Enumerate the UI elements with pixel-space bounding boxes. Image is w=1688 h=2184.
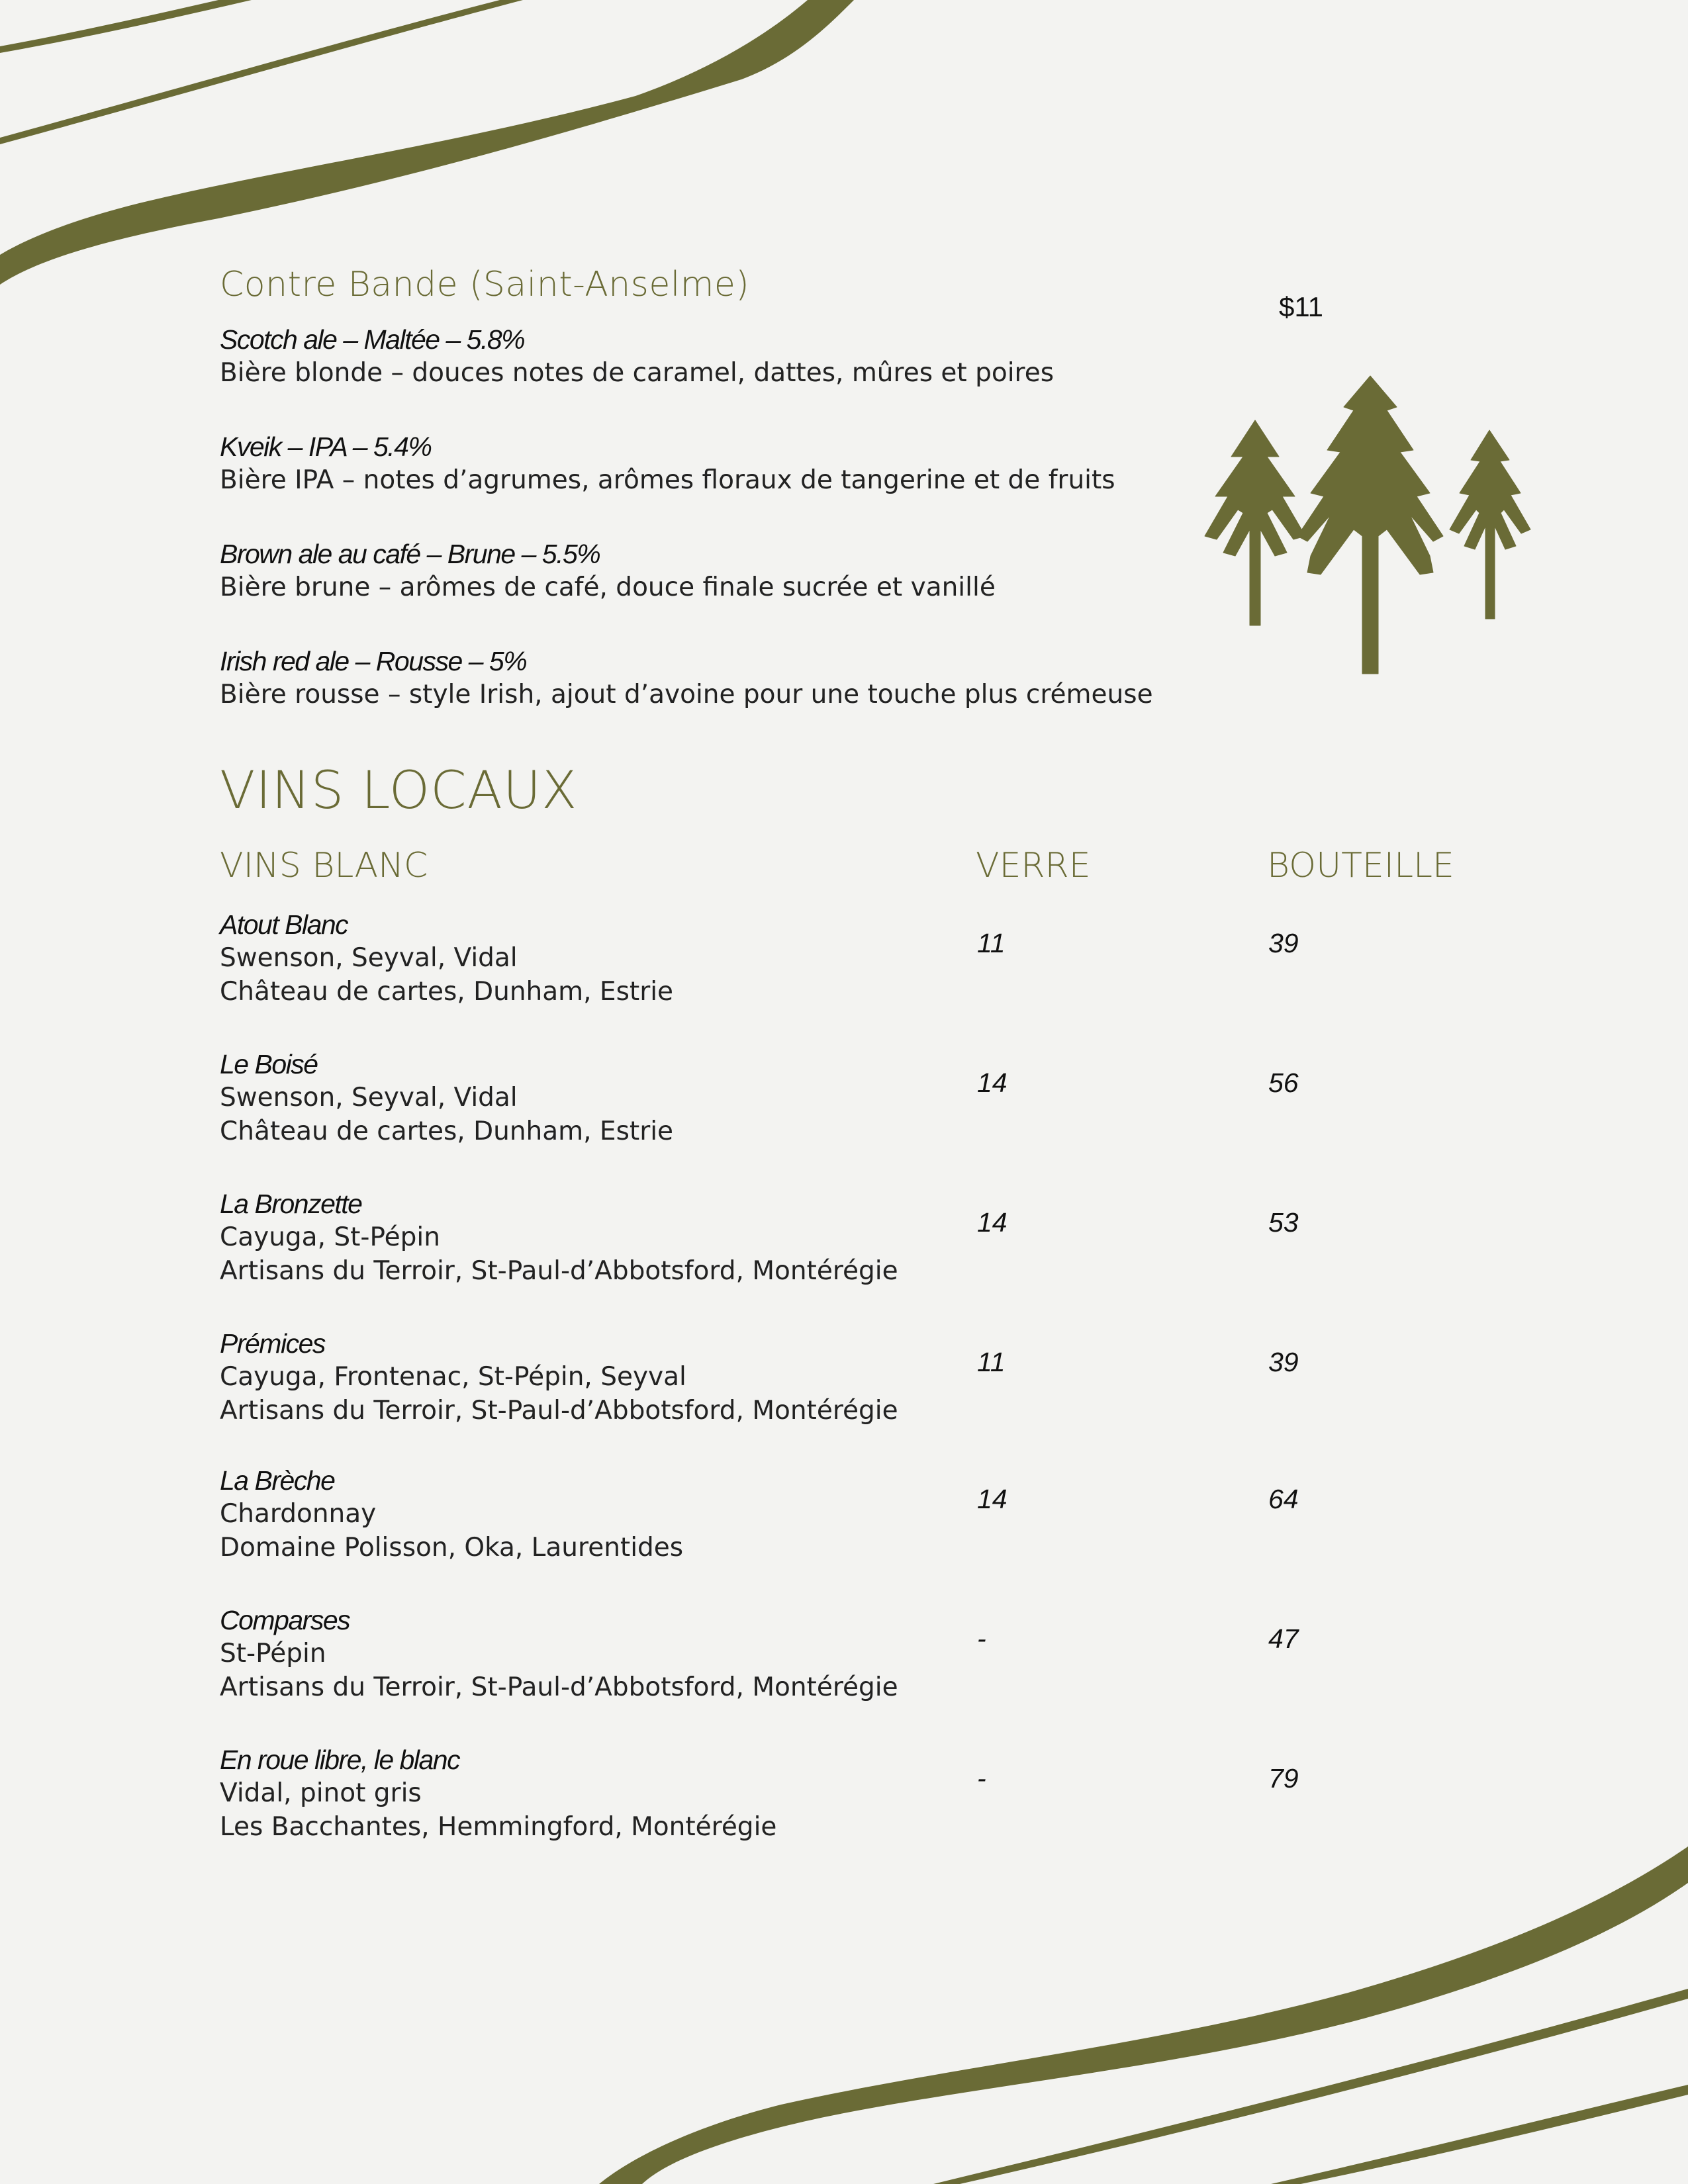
wine-price-bottle: 64 — [1268, 1484, 1299, 1514]
wine-grapes: Vidal, pinot gris — [220, 1778, 422, 1808]
wine-origin: Château de cartes, Dunham, Estrie — [220, 977, 674, 1007]
wine-origin: Château de cartes, Dunham, Estrie — [220, 1116, 674, 1146]
wine-item — [220, 1604, 1544, 1736]
wine-grapes: Cayuga, Frontenac, St-Pépin, Seyval — [220, 1362, 686, 1392]
beer-item — [220, 537, 1213, 605]
beer-name: Irish red ale – Rousse – 5% — [220, 646, 527, 676]
wine-name: Comparses — [220, 1605, 350, 1635]
wine-price-glass: 14 — [977, 1207, 1008, 1238]
wine-name: En roue libre, le blanc — [220, 1745, 460, 1775]
wine-item — [220, 908, 1544, 1040]
wine-item — [220, 1327, 1544, 1459]
column-header-verre: VERRE — [976, 846, 1091, 886]
beer-price: $11 — [1279, 291, 1323, 322]
wine-price-glass: 11 — [977, 928, 1006, 958]
beer-name: Kveik – IPA – 5.4% — [220, 432, 432, 462]
wine-item — [220, 1048, 1544, 1180]
wine-price-bottle: 47 — [1268, 1623, 1299, 1654]
wine-name: La Bronzette — [220, 1189, 362, 1219]
subsection-title: VINS BLANC — [220, 846, 428, 886]
beer-name: Scotch ale – Maltée – 5.8% — [220, 324, 525, 355]
pine-tree-middle — [1297, 376, 1443, 674]
beer-name: Brown ale au café – Brune – 5.5% — [220, 539, 600, 569]
wine-origin: Artisans du Terroir, St-Paul-d’Abbotsford, Montérégie — [220, 1396, 898, 1426]
beer-description: Bière IPA – notes d’agrumes, arômes floraux de tangerine et de fruits — [220, 465, 1115, 495]
beer-item — [220, 323, 1213, 390]
wine-item — [220, 1743, 1544, 1876]
wine-price-bottle: 79 — [1268, 1763, 1299, 1794]
wine-origin: Les Bacchantes, Hemmingford, Montérégie — [220, 1812, 777, 1842]
section-title: VINS LOCAUX — [220, 761, 578, 821]
wine-price-bottle: 56 — [1268, 1068, 1299, 1098]
wine-name: Prémices — [220, 1328, 325, 1359]
wine-price-glass: - — [977, 1763, 986, 1794]
wine-name: Le Boisé — [220, 1049, 318, 1079]
beer-description: Bière brune – arômes de café, douce finale sucrée et vanillé — [220, 572, 996, 602]
wine-price-glass: 11 — [977, 1347, 1006, 1377]
beer-item — [220, 430, 1213, 498]
wine-price-glass: - — [977, 1623, 986, 1654]
beer-item — [220, 645, 1213, 712]
pine-tree-left — [1205, 420, 1305, 625]
beer-description: Bière blonde – douces notes de caramel, dattes, mûres et poires — [220, 358, 1055, 388]
pine-tree-right — [1450, 430, 1530, 619]
wine-item — [220, 1464, 1544, 1596]
wine-item — [220, 1187, 1544, 1320]
column-header-bouteille: BOUTEILLE — [1267, 846, 1454, 886]
wine-origin: Artisans du Terroir, St-Paul-d’Abbotsford, Montérégie — [220, 1256, 898, 1286]
wine-name: La Brèche — [220, 1465, 335, 1496]
beer-description: Bière rousse – style Irish, ajout d’avoine pour une touche plus crémeuse — [220, 680, 1153, 709]
wine-grapes: Swenson, Seyval, Vidal — [220, 943, 518, 973]
wine-grapes: Cayuga, St-Pépin — [220, 1222, 440, 1252]
brewery-heading: Contre Bande (Saint-Anselme) — [220, 265, 750, 304]
wine-grapes: Swenson, Seyval, Vidal — [220, 1083, 518, 1113]
wine-price-glass: 14 — [977, 1068, 1008, 1098]
wine-name: Atout Blanc — [220, 909, 348, 940]
wine-price-bottle: 39 — [1268, 1347, 1299, 1377]
wine-grapes: St-Pépin — [220, 1639, 326, 1668]
wine-price-glass: 14 — [977, 1484, 1008, 1514]
wine-origin: Artisans du Terroir, St-Paul-d’Abbotsford, Montérégie — [220, 1672, 898, 1702]
wine-price-bottle: 39 — [1268, 928, 1299, 958]
wine-origin: Domaine Polisson, Oka, Laurentides — [220, 1533, 684, 1563]
wine-grapes: Chardonnay — [220, 1499, 377, 1529]
wine-price-bottle: 53 — [1268, 1207, 1299, 1238]
